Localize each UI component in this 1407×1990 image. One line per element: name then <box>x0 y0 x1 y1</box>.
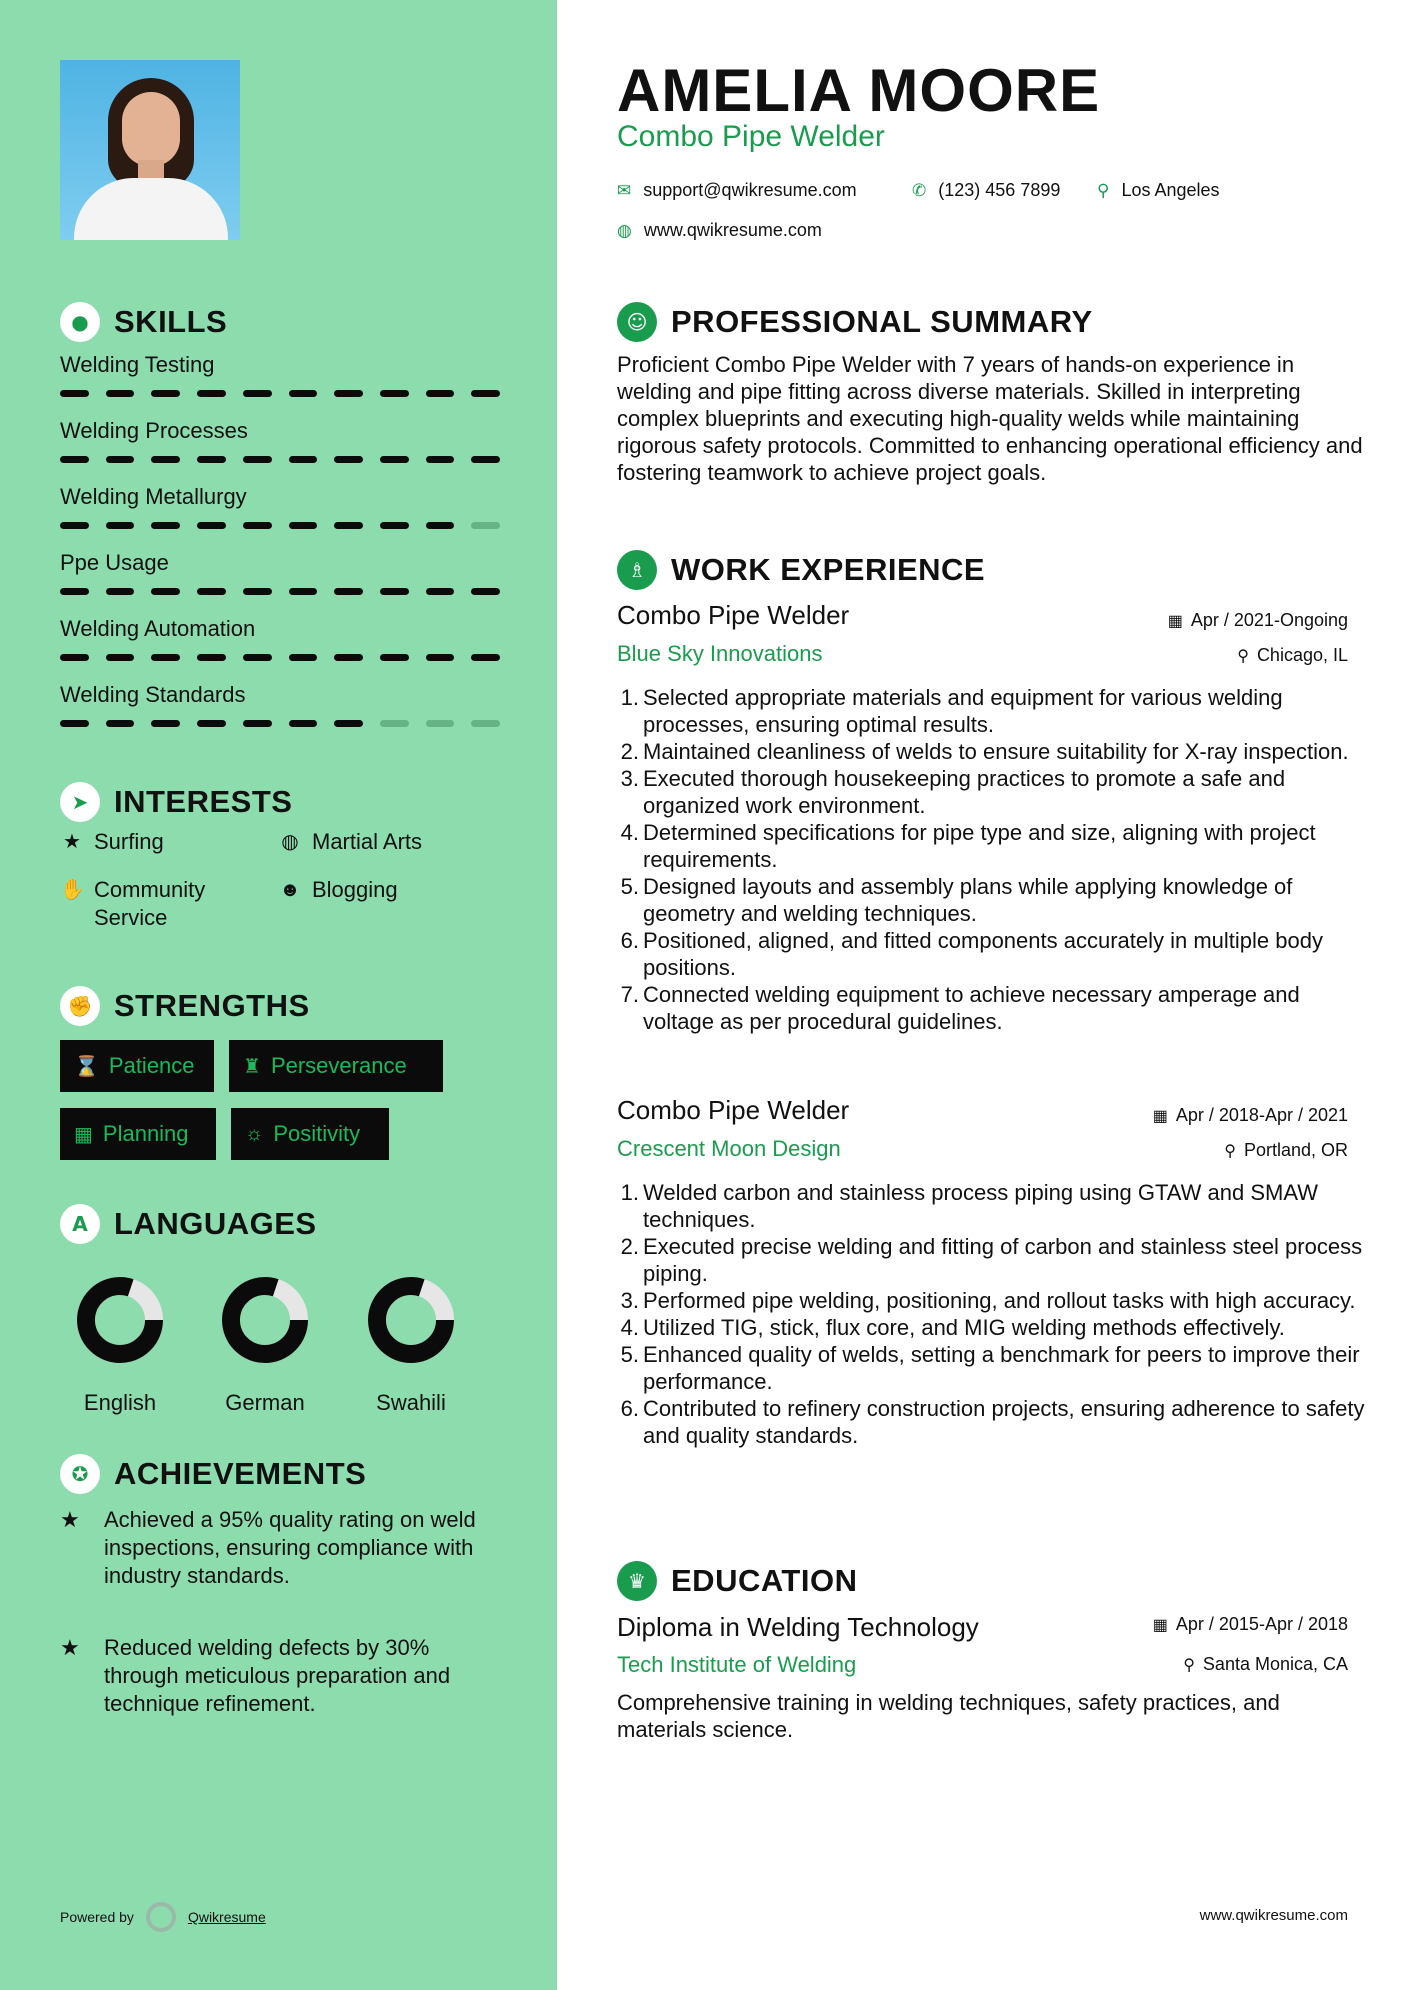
skills-heading <box>60 302 227 342</box>
brand-link[interactable]: Qwikresume <box>187 1909 266 1925</box>
powered-by <box>60 1902 266 1932</box>
skill-level-dash <box>426 654 455 661</box>
skill-level-dash <box>60 390 89 397</box>
strength-chip <box>229 1040 443 1092</box>
skill-level-dash <box>426 720 455 727</box>
skill-level-dash <box>243 654 272 661</box>
skill-level-dash <box>334 522 363 529</box>
language-item <box>361 1270 461 1416</box>
skill-label: Welding Metallurgy <box>60 484 247 509</box>
skill-level-dash <box>106 588 135 595</box>
skill-item <box>60 418 500 463</box>
globe-icon: ◍ <box>617 220 632 240</box>
skill-level-dash <box>60 654 89 661</box>
skill-level-dash <box>334 720 363 727</box>
skill-level-dash <box>60 720 89 727</box>
skill-level-dash <box>243 456 272 463</box>
job-bullet: 4. Utilized TIG, stick, flux core, and MIG welding methods effectively. <box>620 1315 1285 1340</box>
job-bullet: 2. Maintained cleanliness of welds to ensure suitability for X-ray inspection. <box>620 739 1349 764</box>
skill-level-dash <box>471 456 500 463</box>
language-icon: A <box>60 1204 100 1244</box>
skill-label: Welding Processes <box>60 418 248 443</box>
job-dates-text: Apr / 2018-Apr / 2021 <box>1175 1105 1348 1125</box>
star-icon: ★ <box>63 831 81 853</box>
fist-icon: ✊ <box>60 986 100 1026</box>
skill-level-dash <box>60 456 89 463</box>
skill-level-dash <box>380 720 409 727</box>
skill-level-dash <box>334 456 363 463</box>
experience-title: WORK EXPERIENCE <box>671 552 986 587</box>
skill-level-dash <box>243 390 272 397</box>
skill-level-dash <box>426 456 455 463</box>
skill-level-dash <box>106 456 135 463</box>
sun-icon: ☼ <box>245 1122 264 1145</box>
language-label: Swahili <box>376 1390 446 1415</box>
skill-level-dash <box>197 720 226 727</box>
graduation-icon: ♛ <box>617 1561 657 1601</box>
skill-level-dash <box>289 654 318 661</box>
calendar-icon: ▦ <box>1152 1616 1168 1634</box>
language-item <box>215 1270 315 1416</box>
job-bullet: 1. Welded carbon and stainless process piping using GTAW and SMAW techniques. <box>620 1180 1318 1232</box>
skill-item <box>60 484 500 529</box>
calendar-icon: ▦ <box>1167 612 1183 630</box>
education-degree: Diploma in Welding Technology <box>617 1612 979 1642</box>
phone-icon: ✆ <box>912 180 927 200</box>
interest-label: Blogging <box>312 877 398 902</box>
skill-item <box>60 682 500 727</box>
skill-level-dash <box>334 654 363 661</box>
job-dates <box>1168 610 1348 631</box>
language-level-ring <box>361 1270 461 1370</box>
skill-item <box>60 550 500 595</box>
education-location-text: Santa Monica, CA <box>1202 1654 1348 1674</box>
skill-level-dash <box>380 390 409 397</box>
skill-level-dash <box>60 588 89 595</box>
job-company: Crescent Moon Design <box>617 1136 841 1161</box>
skill-level-dash <box>243 522 272 529</box>
email-text: support@qwikresume.com <box>643 180 857 200</box>
location-contact <box>1097 180 1220 201</box>
pushpin-icon: ⚲ <box>1224 1142 1236 1160</box>
skill-level-dash <box>197 390 226 397</box>
job-bullet: 3. Performed pipe welding, positioning, and rollout tasks with high accuracy. <box>620 1288 1356 1313</box>
skill-level-dash <box>151 522 180 529</box>
job-bullet: 6. Positioned, aligned, and fitted components accurately in multiple body positions. <box>620 928 1323 980</box>
interest-label: Surfing <box>94 829 164 854</box>
job-bullet: 5. Designed layouts and assembly plans while applying knowledge of geometry and welding techniques. <box>620 874 1293 926</box>
skill-level-dash <box>151 390 180 397</box>
job-title: Combo Pipe Welder <box>617 1095 850 1125</box>
skill-level-dash <box>197 522 226 529</box>
job-bullet: 6. Contributed to refinery construction projects, ensuring adherence to safety and quality standards. <box>620 1396 1365 1448</box>
footer-url[interactable]: www.qwikresume.com <box>1199 1907 1348 1924</box>
strength-label: Patience <box>108 1053 195 1078</box>
summary-heading <box>617 302 1093 342</box>
strength-label: Positivity <box>273 1121 361 1146</box>
main-content <box>557 0 1407 1990</box>
skill-level-dash <box>426 522 455 529</box>
skill-label: Welding Testing <box>60 352 215 377</box>
language-level-ring <box>215 1270 315 1370</box>
strength-chip <box>60 1108 216 1160</box>
lightbulb-icon: ● <box>60 302 100 342</box>
achievement-item <box>60 1506 500 1590</box>
interest-item <box>278 828 488 856</box>
job-bullet: 5. Enhanced quality of welds, setting a benchmark for peers to improve their performance. <box>620 1342 1360 1394</box>
skill-level-dash <box>289 456 318 463</box>
website-text: www.qwikresume.com <box>643 220 822 240</box>
strength-label: Perseverance <box>270 1053 407 1078</box>
skill-level-bar <box>60 720 500 727</box>
skill-level-bar <box>60 456 500 463</box>
education-title: EDUCATION <box>671 1563 858 1598</box>
skill-level-dash <box>289 522 318 529</box>
email-contact[interactable] <box>617 180 857 201</box>
language-level-ring <box>70 1270 170 1370</box>
office-chair-icon: ♗ <box>617 550 657 590</box>
interest-label: Community Service <box>94 877 206 930</box>
calendar-icon: ▦ <box>1152 1107 1168 1125</box>
interests-heading <box>60 782 292 822</box>
skill-level-bar <box>60 654 500 661</box>
skill-level-dash <box>289 720 318 727</box>
skill-level-dash <box>471 654 500 661</box>
skill-level-dash <box>151 456 180 463</box>
skill-level-dash <box>106 654 135 661</box>
achievements-title: ACHIEVEMENTS <box>114 1456 367 1491</box>
languages-heading <box>60 1204 317 1244</box>
job-company: Blue Sky Innovations <box>617 641 823 666</box>
hourglass-icon: ⌛ <box>74 1055 99 1078</box>
skill-level-dash <box>471 720 500 727</box>
skill-label: Ppe Usage <box>60 550 169 575</box>
language-item <box>70 1270 170 1416</box>
phone-contact[interactable] <box>912 180 1060 201</box>
skill-item <box>60 352 500 397</box>
star-badge-icon: ✪ <box>60 1454 100 1494</box>
job-location <box>1224 1140 1348 1161</box>
skill-level-dash <box>380 654 409 661</box>
globe-icon: ◍ <box>281 831 299 853</box>
education-location <box>1183 1654 1348 1675</box>
sidebar <box>0 0 557 1990</box>
candidate-name: AMELIA MOORE <box>617 57 1101 124</box>
strength-chip <box>60 1040 214 1092</box>
qwikresume-logo <box>146 1902 176 1932</box>
skill-level-bar <box>60 390 500 397</box>
skill-label: Welding Standards <box>60 682 246 707</box>
website-contact[interactable] <box>617 220 822 241</box>
skill-level-dash <box>60 522 89 529</box>
education-dates <box>1153 1614 1348 1635</box>
skill-level-dash <box>380 588 409 595</box>
education-description: Comprehensive training in welding techniques, safety practices, and materials science. <box>617 1690 1280 1742</box>
skill-level-dash <box>197 654 226 661</box>
skill-level-dash <box>471 588 500 595</box>
job-bullets <box>617 1179 1367 1449</box>
skills-title: SKILLS <box>114 304 228 339</box>
strength-label: Planning <box>102 1121 189 1146</box>
job-dates-text: Apr / 2021-Ongoing <box>1190 610 1348 630</box>
hand-icon: ✋ <box>60 879 85 901</box>
achievement-item <box>60 1634 500 1718</box>
interest-item <box>60 828 270 856</box>
skill-level-dash <box>151 720 180 727</box>
education-school: Tech Institute of Welding <box>617 1652 857 1677</box>
map-pin-icon: ⚲ <box>1097 180 1110 200</box>
job-bullet: 3. Executed thorough housekeeping practices to promote a safe and organized work environment. <box>620 766 1286 818</box>
paper-plane-icon: ➤ <box>60 782 100 822</box>
skill-level-dash <box>106 522 135 529</box>
skill-level-dash <box>380 522 409 529</box>
language-label: German <box>225 1390 305 1415</box>
pushpin-icon: ⚲ <box>1237 647 1249 665</box>
skill-level-bar <box>60 522 500 529</box>
skill-level-dash <box>106 390 135 397</box>
powered-by-label: Powered by <box>60 1909 134 1925</box>
job-dates <box>1153 1105 1348 1126</box>
skill-level-bar <box>60 588 500 595</box>
skill-level-dash <box>197 456 226 463</box>
interest-label: Martial Arts <box>312 829 423 854</box>
summary-text: Proficient Combo Pipe Welder with 7 years of hands-on experience in welding and pipe fitting across diverse materials. Skilled in interpreting complex blueprints and executing high-quality welds while maintaining rigorous safety protocols. Committed to enhancing operational efficiency and fostering teamwork to achieve project goals. <box>617 352 1363 485</box>
achievements-heading <box>60 1454 366 1494</box>
binoculars-icon: ♜ <box>243 1055 261 1078</box>
profile-photo <box>60 60 240 240</box>
skill-item <box>60 616 500 661</box>
job-bullet: 1. Selected appropriate materials and equipment for various welding processes, ensuring optimal results. <box>620 685 1283 737</box>
skill-level-dash <box>471 390 500 397</box>
education-dates-text: Apr / 2015-Apr / 2018 <box>1175 1614 1348 1634</box>
skill-level-dash <box>289 588 318 595</box>
users-icon: ☻ <box>279 879 301 901</box>
summary-title: PROFESSIONAL SUMMARY <box>671 304 1093 339</box>
interest-item <box>60 876 250 932</box>
calendar-icon: ▦ <box>74 1123 93 1146</box>
skill-level-dash <box>243 588 272 595</box>
interests-title: INTERESTS <box>114 784 293 819</box>
envelope-icon: ✉ <box>617 180 632 200</box>
job-location-text: Chicago, IL <box>1256 645 1348 665</box>
job-bullet: 2. Executed precise welding and fitting of carbon and stainless steel process piping. <box>620 1234 1363 1286</box>
experience-heading <box>617 550 985 590</box>
job-title: Combo Pipe Welder <box>617 600 850 630</box>
pushpin-icon: ⚲ <box>1183 1656 1195 1674</box>
shooting-star-icon: ★ <box>60 1507 80 1532</box>
skill-level-dash <box>197 588 226 595</box>
candidate-title: Combo Pipe Welder <box>617 120 885 153</box>
skill-level-dash <box>243 720 272 727</box>
language-label: English <box>83 1390 157 1415</box>
achievement-text: Achieved a 95% quality rating on weld inspections, ensuring compliance with industry standards. <box>104 1507 476 1588</box>
job-location <box>1237 645 1348 666</box>
skill-label: Welding Automation <box>60 616 256 641</box>
languages-title: LANGUAGES <box>114 1206 317 1241</box>
job-location-text: Portland, OR <box>1243 1140 1348 1160</box>
job-bullet: 7. Connected welding equipment to achieve necessary amperage and voltage as per procedural guidelines. <box>620 982 1300 1034</box>
job-bullet: 4. Determined specifications for pipe type and size, aligning with project requirements. <box>620 820 1316 872</box>
skill-level-dash <box>380 456 409 463</box>
job-bullets <box>617 684 1367 1035</box>
skill-level-dash <box>471 522 500 529</box>
skill-level-dash <box>151 588 180 595</box>
user-icon: ☺ <box>617 302 657 342</box>
skill-level-dash <box>151 654 180 661</box>
strengths-heading <box>60 986 310 1026</box>
location-text: Los Angeles <box>1121 180 1220 200</box>
skill-level-dash <box>106 720 135 727</box>
strength-chip <box>231 1108 389 1160</box>
skill-level-dash <box>334 588 363 595</box>
strengths-title: STRENGTHS <box>114 988 310 1023</box>
skill-level-dash <box>426 588 455 595</box>
shooting-star-icon: ★ <box>60 1635 80 1660</box>
skill-level-dash <box>289 390 318 397</box>
phone-text: (123) 456 7899 <box>938 180 1061 200</box>
education-heading <box>617 1561 857 1601</box>
interest-item <box>278 876 488 904</box>
skill-level-dash <box>334 390 363 397</box>
skill-level-dash <box>426 390 455 397</box>
achievement-text: Reduced welding defects by 30% through meticulous preparation and technique refinement. <box>104 1635 451 1716</box>
